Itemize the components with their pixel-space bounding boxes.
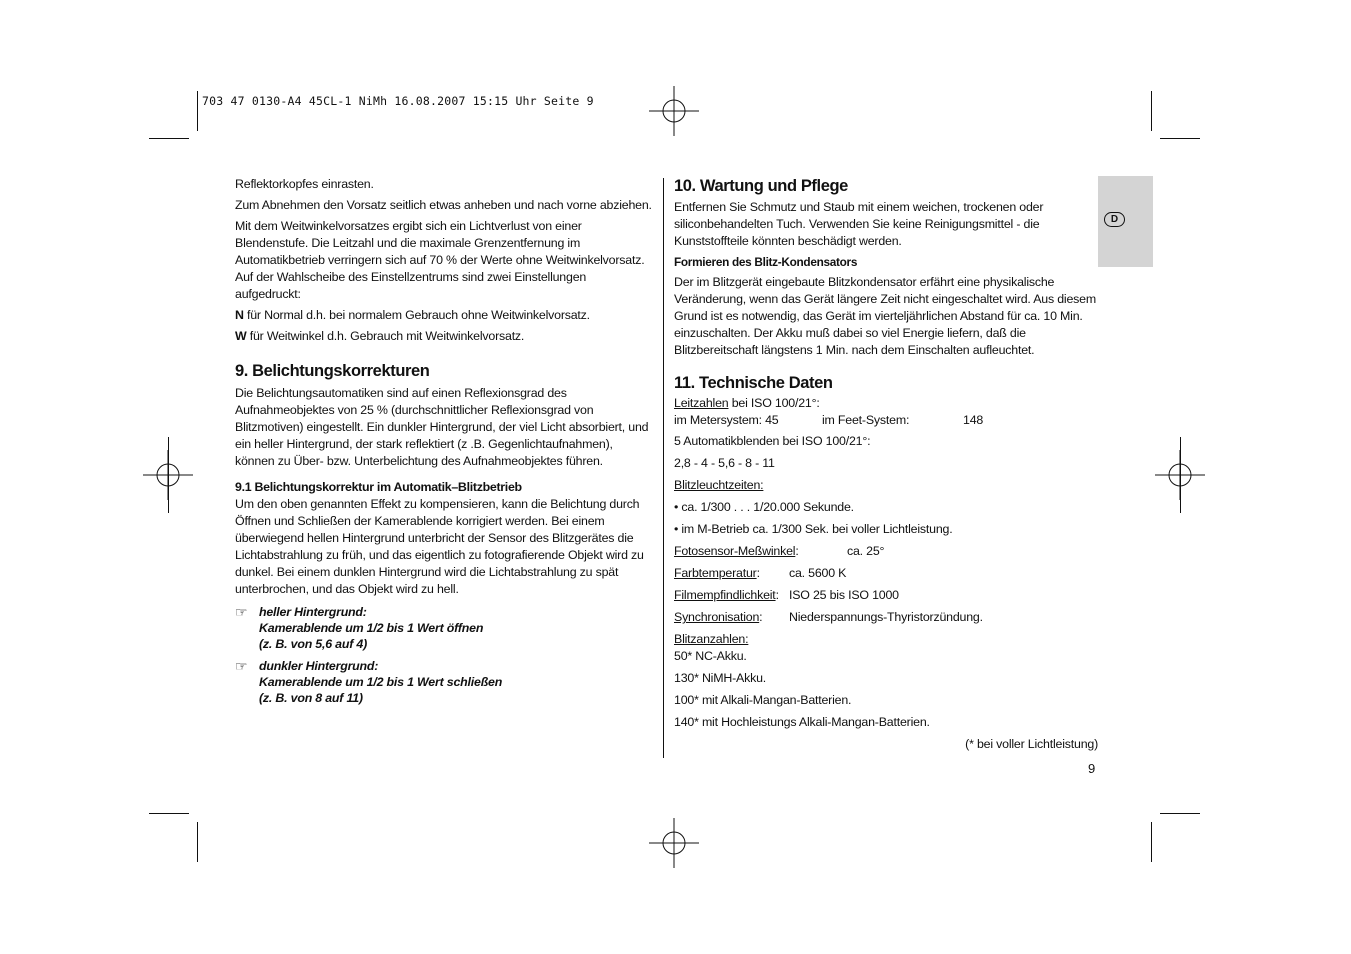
crop-mark: [149, 813, 189, 814]
spec-colon: :: [759, 610, 763, 624]
crop-mark: [1180, 437, 1181, 513]
spec-colon: :: [756, 566, 760, 580]
spec-line: • im M-Betrieb ca. 1/300 Sek. bei voller Lichtleistung.: [674, 522, 953, 536]
spec-label-wrap: [674, 565, 789, 582]
language-tab-label: D: [1104, 212, 1125, 227]
spec-line: 140* mit Hochleistungs Alkali-Mangan-Batterien.: [674, 715, 930, 729]
footnote: (* bei voller Lichtleistung): [965, 737, 1098, 751]
note-line: (z. B. von 8 auf 11): [259, 691, 363, 705]
crop-mark: [149, 138, 189, 139]
spec-line: • ca. 1/300 . . . 1/20.000 Sekunde.: [674, 500, 854, 514]
note-line: (z. B. von 5,6 auf 4): [259, 637, 368, 651]
paragraph: Reflektorkopfes einrasten.: [235, 177, 374, 191]
section-heading: 9. Belichtungskorrekturen: [235, 362, 430, 380]
crop-mark: [1151, 822, 1152, 862]
mode-text: für Normal d.h. bei normalem Gebrauch ohne Weitwinkelvorsatz.: [243, 308, 590, 322]
spec-line: 5 Automatikblenden bei ISO 100/21°:: [674, 434, 871, 448]
spec-line: 130* NiMH-Akku.: [674, 671, 767, 685]
pointing-hand-icon: ☞: [235, 658, 248, 674]
spec-row: [674, 565, 1098, 582]
spec-label: Leitzahlen: [674, 396, 729, 410]
print-slug: 703 47 0130-A4 45CL-1 NiMh 16.08.2007 15:15 Uhr Seite 9: [202, 94, 594, 108]
subsection-heading: Formieren des Blitz-Kondensators: [674, 255, 858, 269]
column-divider: [663, 178, 664, 758]
spec-row: [674, 587, 1098, 604]
spec-text: bei ISO 100/21°:: [728, 396, 820, 410]
spec-value: ISO 25 bis ISO 1000: [789, 588, 899, 602]
spec-line: 100* mit Alkali-Mangan-Batterien.: [674, 693, 852, 707]
registration-mark-icon: [649, 86, 699, 136]
mode-key: N: [235, 308, 244, 322]
spec-label-wrap: [674, 609, 789, 626]
right-column: [674, 176, 1098, 753]
paragraph: Entfernen Sie Schmutz und Staub mit einem weichen, trockenen oder siliconbehandelten Tuch. Verwenden Sie keine Reinigungsmittel - die Kunststoffteile könnten beschädigt werden.: [674, 200, 1044, 248]
spec-value: ca. 25°: [847, 544, 885, 558]
paragraph: Die Belichtungsautomatiken sind auf einen Reflexionsgrad des Aufnahmeobjektes von 25 % (durchschnittlicher Reflexionsgrad von Blitzmotiven) eingestellt. Ein dunkler Hintergrund, der viel Licht absorbiert, und ein heller Hintergrund, der stark reflektiert (z .B. Gegenlichtaufnahmen), können zu Über- bzw. Unterbelichtung des Aufnahmeobjektes führen.: [235, 386, 649, 468]
spec-label: Synchronisation: [674, 610, 760, 624]
spec-line: [674, 477, 1098, 494]
paragraph: Mit dem Weitwinkelvorsatzes ergibt sich ein Lichtverlust von einer Blendenstufe. Die Leitzahl und die maximale Grenzentfernung im Automatikbetrieb verringern sich auf 70 % der Werte ohne Weitwinkelvorsatz. Auf der Wahlscheibe des Einstellzentrums sind zwei Einstellungen aufgedruckt:: [235, 219, 645, 301]
subsection-heading: 9.1 Belichtungskorrektur im Automatik–Blitzbetrieb: [235, 480, 522, 494]
crop-mark: [197, 91, 198, 131]
spec-label: Filmempfindlichkeit: [674, 588, 776, 602]
left-column: [235, 176, 655, 706]
spec-line: 50* NC-Akku.: [674, 649, 747, 663]
page-number: 9: [1088, 761, 1096, 776]
crop-mark: [197, 822, 198, 862]
mode-key: W: [235, 329, 247, 343]
spec-value: Niederspannungs-Thyristorzündung.: [789, 610, 983, 624]
crop-mark: [1160, 813, 1200, 814]
pointing-hand-icon: ☞: [235, 604, 248, 620]
mode-text: für Weitwinkel d.h. Gebrauch mit Weitwinkelvorsatz.: [246, 329, 525, 343]
spec-label: Blitzleuchtzeiten:: [674, 478, 764, 492]
spec-line: 2,8 - 4 - 5,6 - 8 - 11: [674, 456, 775, 470]
spec-label-wrap: [674, 587, 789, 604]
spec-colon: :: [795, 544, 799, 558]
spec-label: Blitzanzahlen:: [674, 632, 749, 646]
spec-row: [674, 543, 1098, 560]
spec-line: [674, 631, 1098, 648]
note-line: Kamerablende um 1/2 bis 1 Wert schließen: [259, 675, 503, 689]
section-heading: 11. Technische Daten: [674, 374, 833, 392]
section-heading: 10. Wartung und Pflege: [674, 177, 848, 195]
registration-mark-icon: [649, 818, 699, 868]
paragraph: Zum Abnehmen den Vorsatz seitlich etwas anheben und nach vorne abziehen.: [235, 198, 652, 212]
spec-label: Fotosensor-Meßwinkel: [674, 544, 796, 558]
spec-text: im Metersystem: 45: [674, 413, 779, 427]
crop-mark: [1160, 138, 1200, 139]
spec-label: im Feet-System:: [822, 413, 910, 427]
paragraph: [235, 328, 655, 345]
spec-label: Farbtemperatur: [674, 566, 757, 580]
spec-row: [674, 609, 1098, 626]
note-block: [235, 604, 655, 652]
note-line: dunkler Hintergrund:: [259, 659, 379, 673]
spec-value: ca. 5600 K: [789, 566, 847, 580]
spec-label-wrap: [674, 543, 847, 560]
spec-value: 148: [963, 413, 984, 427]
spec-row: [674, 412, 1098, 429]
note-line: heller Hintergrund:: [259, 605, 367, 619]
paragraph: [235, 307, 655, 324]
spec-line: [674, 395, 1098, 412]
paragraph: Um den oben genannten Effekt zu kompensieren, kann die Belichtung durch Öffnen und Schließen der Kamerablende korrigiert werden. Bei einem überwiegend hellen Hintergrund unterbricht der Sensor des Blitzgerätes die Lichtabstrahlung zu früh, und das eigentlich zu fotografierende Objekt wird zu dunkel. Bei einem dunklen Hintergrund wird die Lichtabstrahlung zu spät unterbrochen, und das Objekt wird zu hell.: [235, 497, 644, 596]
spec-colon: :: [775, 588, 779, 602]
paragraph: Der im Blitzgerät eingebaute Blitzkondensator erfährt eine physikalische Veränderung, wenn das Gerät längere Zeit nicht eingeschaltet wird. Aus diesem Grund ist es notwendig, das Gerät im vierteljährlichen Abstand für ca. 10 Min. einzuschalten. Der Akku muß dabei so viel Energie liefern, daß die Blitzbereitschaft längstens 1 Min. nach dem Einschalten aufleuchtet.: [674, 275, 1096, 357]
note-block: [235, 658, 655, 706]
note-line: Kamerablende um 1/2 bis 1 Wert öffnen: [259, 621, 484, 635]
crop-mark: [168, 437, 169, 513]
crop-mark: [1151, 91, 1152, 131]
